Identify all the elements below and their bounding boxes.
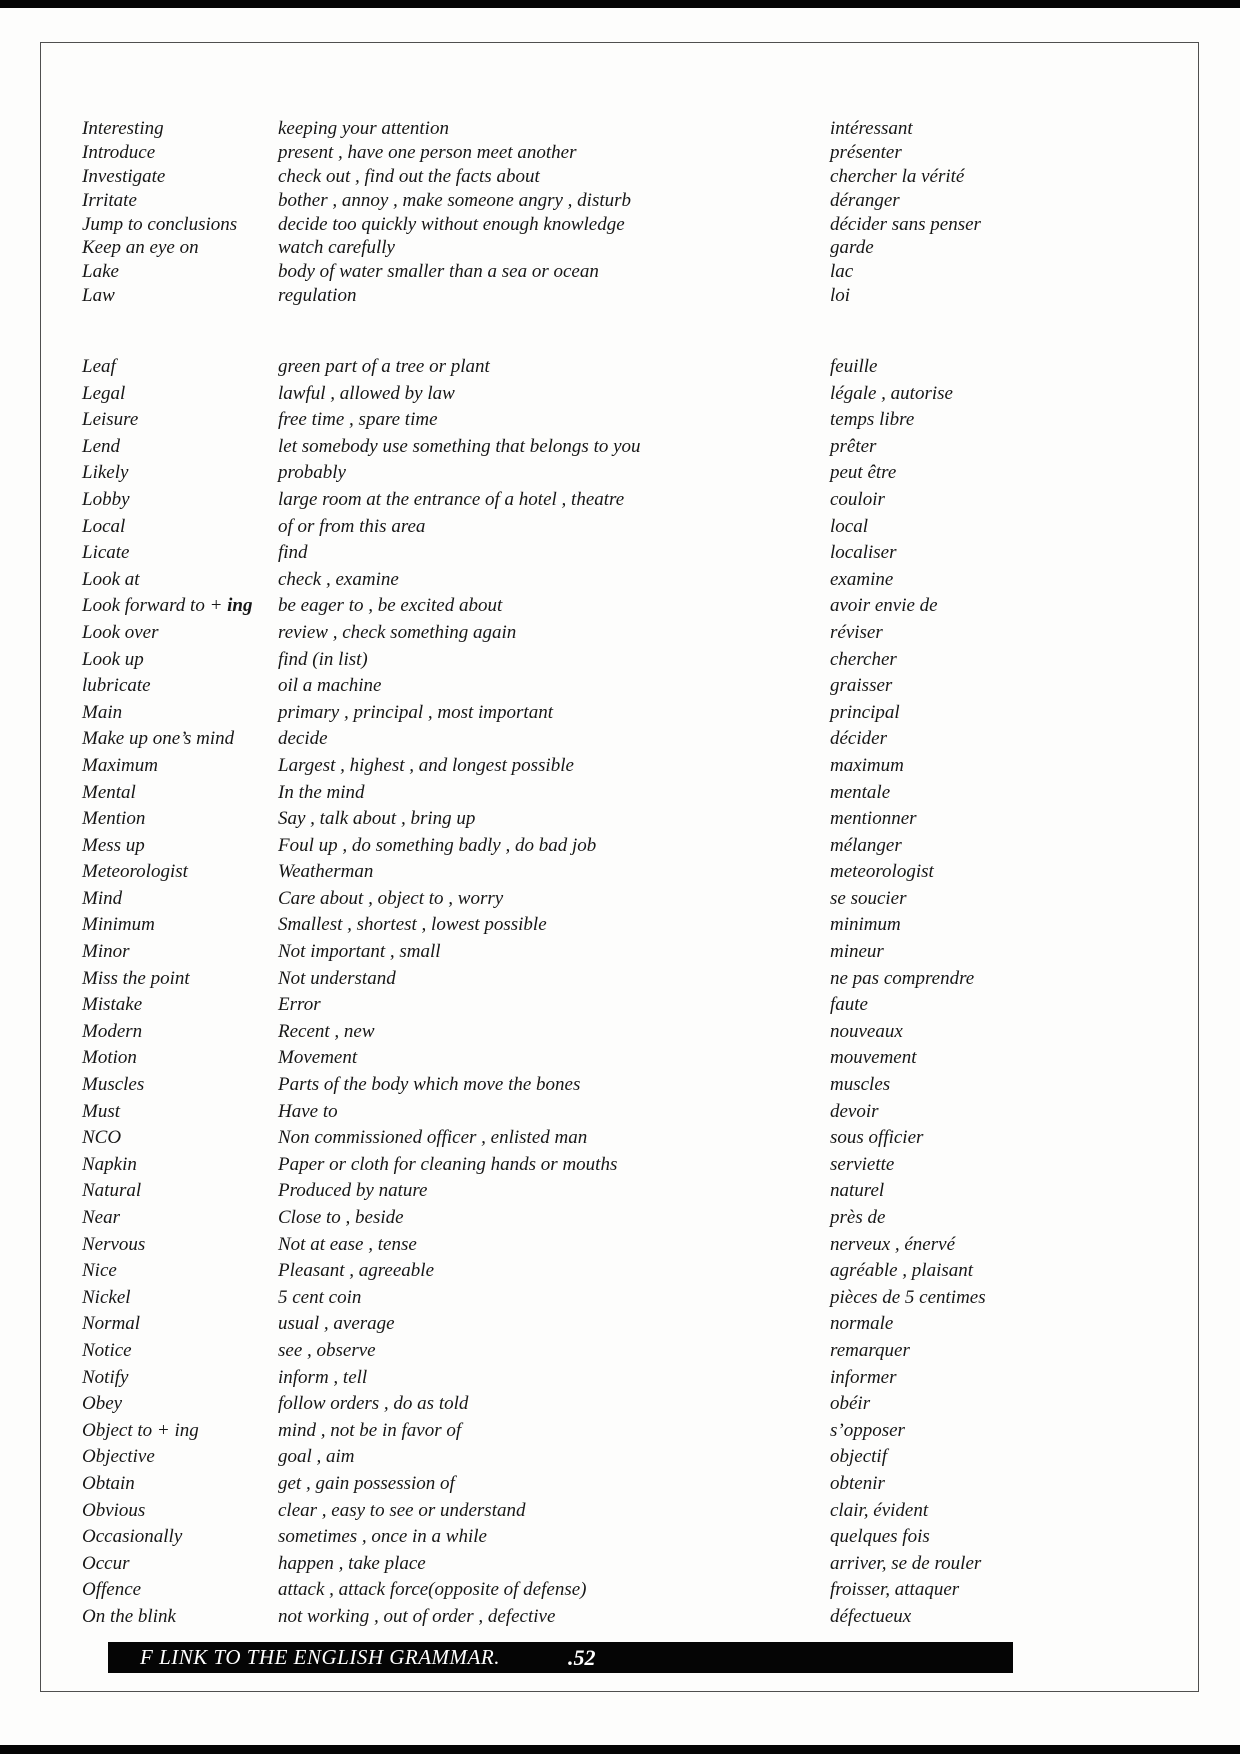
vocab-row bbox=[82, 462, 1170, 489]
word-cell: Normal bbox=[82, 1313, 141, 1335]
definition-cell: decide too quickly without enough knowledge bbox=[278, 213, 625, 235]
french-cell: localiser bbox=[830, 542, 897, 564]
definition-cell: usual , average bbox=[278, 1313, 395, 1335]
french-cell: légale , autorise bbox=[830, 382, 953, 404]
french-cell: nerveux , énervé bbox=[830, 1233, 956, 1255]
definition-cell: regulation bbox=[278, 285, 357, 307]
definition-cell: Largest , highest , and longest possible bbox=[278, 754, 574, 776]
french-cell: chercher bbox=[830, 648, 897, 670]
vocab-row bbox=[82, 436, 1170, 463]
french-cell: mouvement bbox=[830, 1047, 917, 1069]
french-cell: agréable , plaisant bbox=[830, 1260, 974, 1282]
definition-cell: decide bbox=[278, 728, 328, 750]
word-cell: Leisure bbox=[82, 409, 139, 431]
word-cell: Lake bbox=[82, 261, 119, 283]
french-cell: près de bbox=[830, 1207, 886, 1228]
french-cell: défectueux bbox=[830, 1605, 912, 1627]
vocab-row bbox=[82, 968, 1170, 995]
french-cell: local bbox=[830, 515, 868, 537]
vocab-row bbox=[82, 808, 1170, 835]
word-cell: Jump to conclusions bbox=[82, 213, 238, 235]
vocab-row bbox=[82, 1287, 1170, 1314]
french-cell: clair, évident bbox=[830, 1499, 929, 1521]
bottom-edge-bar bbox=[0, 1745, 1240, 1754]
french-cell: feuille bbox=[830, 356, 878, 377]
vocab-row bbox=[82, 941, 1170, 968]
french-cell: garde bbox=[830, 237, 874, 259]
vocab-row bbox=[82, 1207, 1170, 1234]
vocab-row bbox=[82, 1420, 1170, 1447]
word-cell: Mention bbox=[82, 808, 146, 830]
vocab-row bbox=[82, 649, 1170, 676]
vocab-row bbox=[82, 569, 1170, 596]
definition-cell: sometimes , once in a while bbox=[278, 1526, 487, 1548]
definition-cell: Parts of the body which move the bones bbox=[278, 1074, 581, 1096]
vocab-row bbox=[82, 888, 1170, 915]
word-cell: Near bbox=[82, 1207, 120, 1228]
word-cell: Look over bbox=[82, 621, 159, 643]
vocab-section-1 bbox=[82, 118, 1170, 309]
french-cell: obéir bbox=[830, 1393, 871, 1415]
french-cell: obtenir bbox=[830, 1472, 885, 1494]
word-cell: Main bbox=[82, 701, 123, 723]
french-cell: normale bbox=[830, 1313, 894, 1335]
definition-cell: probably bbox=[278, 462, 346, 484]
word-cell: Natural bbox=[82, 1180, 142, 1202]
word-cell: Make up one’s mind bbox=[82, 728, 235, 750]
definition-cell: Error bbox=[278, 994, 321, 1016]
french-cell: maximum bbox=[830, 754, 904, 776]
french-cell: réviser bbox=[830, 621, 883, 643]
definition-cell: attack , attack force(opposite of defense) bbox=[278, 1579, 587, 1601]
french-cell: mentionner bbox=[830, 808, 917, 830]
vocab-row bbox=[82, 285, 1170, 309]
french-cell: intéressant bbox=[830, 118, 913, 139]
word-cell: NCO bbox=[82, 1127, 122, 1149]
word-cell: Mess up bbox=[82, 834, 145, 856]
vocab-row bbox=[82, 1021, 1170, 1048]
footer-bar bbox=[108, 1642, 1013, 1673]
word-cell: Likely bbox=[82, 462, 129, 484]
word-cell: Irritate bbox=[82, 189, 137, 211]
word-cell: Introduce bbox=[82, 141, 156, 163]
vocab-row bbox=[82, 214, 1170, 238]
french-cell: mineur bbox=[830, 941, 884, 963]
word-cell: Investigate bbox=[82, 165, 166, 187]
word-cell: lubricate bbox=[82, 675, 151, 697]
word-cell: Mind bbox=[82, 887, 123, 909]
word-cell: Law bbox=[82, 285, 115, 307]
french-cell: couloir bbox=[830, 488, 885, 510]
word-cell: Obey bbox=[82, 1393, 123, 1415]
vocab-row bbox=[82, 702, 1170, 729]
word-cell: Interesting bbox=[82, 118, 164, 139]
vocab-row bbox=[82, 1101, 1170, 1128]
word-cell: Legal bbox=[82, 382, 126, 404]
french-cell: décider bbox=[830, 728, 887, 750]
vocab-row bbox=[82, 755, 1170, 782]
french-cell: lac bbox=[830, 261, 854, 283]
french-cell: devoir bbox=[830, 1100, 879, 1122]
word-cell: Meteorologist bbox=[82, 861, 188, 883]
word-cell: Must bbox=[82, 1100, 120, 1122]
footer-title: F LINK TO THE ENGLISH GRAMMAR. bbox=[140, 1645, 500, 1669]
definition-cell: Not important , small bbox=[278, 941, 441, 963]
definition-cell: clear , easy to see or understand bbox=[278, 1499, 526, 1521]
definition-cell: not working , out of order , defective bbox=[278, 1605, 556, 1627]
vocab-row bbox=[82, 861, 1170, 888]
french-cell: pièces de 5 centimes bbox=[830, 1286, 986, 1308]
definition-cell: Close to , beside bbox=[278, 1207, 404, 1228]
definition-cell: keeping your attention bbox=[278, 118, 449, 139]
word-cell: Nickel bbox=[82, 1286, 131, 1308]
french-cell: peut être bbox=[830, 462, 897, 484]
definition-cell: of or from this area bbox=[278, 515, 426, 537]
vocab-section-2 bbox=[82, 356, 1170, 1633]
definition-cell: Care about , object to , worry bbox=[278, 887, 504, 909]
vocab-row bbox=[82, 261, 1170, 285]
definition-cell: Foul up , do something badly , do bad job bbox=[278, 834, 597, 856]
word-cell: Lobby bbox=[82, 488, 130, 510]
french-cell: s’opposer bbox=[830, 1419, 905, 1441]
vocab-row bbox=[82, 1127, 1170, 1154]
vocab-row bbox=[82, 1047, 1170, 1074]
french-cell: remarquer bbox=[830, 1339, 910, 1361]
definition-cell: primary , principal , most important bbox=[278, 701, 553, 723]
vocab-row bbox=[82, 237, 1170, 261]
word-cell: Muscles bbox=[82, 1074, 145, 1096]
definition-cell: watch carefully bbox=[278, 237, 395, 259]
definition-cell: inform , tell bbox=[278, 1366, 368, 1388]
french-cell: serviette bbox=[830, 1153, 895, 1175]
word-cell: Local bbox=[82, 515, 126, 537]
french-cell: mentale bbox=[830, 781, 891, 803]
definition-cell: Say , talk about , bring up bbox=[278, 808, 476, 830]
vocab-row bbox=[82, 1260, 1170, 1287]
definition-cell: bother , annoy , make someone angry , disturb bbox=[278, 189, 632, 211]
word-cell: Miss the point bbox=[82, 967, 190, 989]
french-cell: prêter bbox=[830, 435, 877, 457]
page-number: .52 bbox=[568, 1644, 596, 1670]
french-cell: se soucier bbox=[830, 887, 907, 909]
vocab-row bbox=[82, 782, 1170, 809]
definition-cell: Have to bbox=[278, 1100, 338, 1122]
vocab-row bbox=[82, 1579, 1170, 1606]
word-cell: Notice bbox=[82, 1339, 132, 1361]
definition-cell: be eager to , be excited about bbox=[278, 595, 503, 617]
vocab-row bbox=[82, 489, 1170, 516]
vocab-row bbox=[82, 1340, 1170, 1367]
top-edge-bar bbox=[0, 0, 1240, 8]
definition-cell: see , observe bbox=[278, 1339, 376, 1361]
definition-cell: mind , not be in favor of bbox=[278, 1419, 462, 1441]
vocab-row bbox=[82, 1553, 1170, 1580]
vocab-row bbox=[82, 118, 1170, 142]
definition-cell: Pleasant , agreeable bbox=[278, 1260, 435, 1282]
vocab-row bbox=[82, 383, 1170, 410]
vocab-row bbox=[82, 1446, 1170, 1473]
definition-cell: Weatherman bbox=[278, 861, 374, 883]
vocab-row bbox=[82, 835, 1170, 862]
definition-cell: In the mind bbox=[278, 781, 365, 803]
definition-cell: check out , find out the facts about bbox=[278, 165, 540, 187]
french-cell: avoir envie de bbox=[830, 595, 938, 617]
definition-cell: happen , take place bbox=[278, 1552, 426, 1574]
definition-cell: get , gain possession of bbox=[278, 1472, 455, 1494]
word-cell: Look up bbox=[82, 648, 144, 670]
word-cell: Look at bbox=[82, 568, 140, 590]
french-cell: faute bbox=[830, 994, 868, 1016]
definition-cell: Not understand bbox=[278, 967, 396, 989]
word-cell: Nervous bbox=[82, 1233, 146, 1255]
definition-cell: Paper or cloth for cleaning hands or mouths bbox=[278, 1153, 618, 1175]
word-cell: Occasionally bbox=[82, 1526, 183, 1548]
word-cell: On the blink bbox=[82, 1605, 176, 1627]
word-cell: Napkin bbox=[82, 1153, 137, 1175]
definition-cell: large room at the entrance of a hotel , theatre bbox=[278, 488, 625, 510]
french-cell: naturel bbox=[830, 1180, 885, 1202]
vocab-row bbox=[82, 622, 1170, 649]
vocab-row bbox=[82, 1367, 1170, 1394]
french-cell: quelques fois bbox=[830, 1526, 930, 1548]
french-cell: muscles bbox=[830, 1074, 891, 1096]
definition-cell: check , examine bbox=[278, 568, 399, 590]
word-cell: Offence bbox=[82, 1579, 142, 1601]
definition-cell: Not at ease , tense bbox=[278, 1233, 417, 1255]
vocab-row bbox=[82, 516, 1170, 543]
french-cell: examine bbox=[830, 568, 894, 590]
definition-cell: body of water smaller than a sea or ocean bbox=[278, 261, 599, 283]
french-cell: mélanger bbox=[830, 834, 902, 856]
word-cell: Licate bbox=[82, 542, 130, 564]
french-cell: loi bbox=[830, 285, 851, 307]
definition-cell: Produced by nature bbox=[278, 1180, 428, 1202]
french-cell: présenter bbox=[830, 141, 902, 163]
french-cell: principal bbox=[830, 701, 900, 723]
french-cell: froisser, attaquer bbox=[830, 1579, 960, 1601]
word-cell: Obvious bbox=[82, 1499, 146, 1521]
french-cell: chercher la vérité bbox=[830, 165, 965, 187]
french-cell: minimum bbox=[830, 914, 901, 936]
french-cell: nouveaux bbox=[830, 1020, 903, 1042]
definition-cell: follow orders , do as told bbox=[278, 1393, 469, 1415]
word-cell: Motion bbox=[82, 1047, 137, 1069]
word-cell: Minimum bbox=[82, 914, 155, 936]
definition-cell: Non commissioned officer , enlisted man bbox=[278, 1127, 588, 1149]
word-cell: Nice bbox=[82, 1260, 117, 1282]
vocab-row bbox=[82, 542, 1170, 569]
french-cell: sous officier bbox=[830, 1127, 924, 1149]
word-cell: Object to + ing bbox=[82, 1419, 199, 1441]
french-cell: meteorologist bbox=[830, 861, 934, 883]
word-cell: Notify bbox=[82, 1366, 129, 1388]
definition-cell: oil a machine bbox=[278, 675, 382, 697]
definition-cell: find bbox=[278, 542, 308, 564]
vocab-row bbox=[82, 409, 1170, 436]
vocab-row bbox=[82, 595, 1170, 622]
word-bold-part: ing bbox=[227, 595, 253, 617]
vocab-row bbox=[82, 994, 1170, 1021]
word-cell: Leaf bbox=[82, 356, 116, 377]
word-cell: Lend bbox=[82, 435, 120, 457]
vocab-row bbox=[82, 356, 1170, 383]
vocab-row bbox=[82, 166, 1170, 190]
word-cell: Modern bbox=[82, 1020, 143, 1042]
vocab-row bbox=[82, 1606, 1170, 1633]
word-cell: Mental bbox=[82, 781, 136, 803]
french-cell: décider sans penser bbox=[830, 213, 981, 235]
french-cell: ne pas comprendre bbox=[830, 967, 975, 989]
vocab-row bbox=[82, 1526, 1170, 1553]
definition-cell: free time , spare time bbox=[278, 409, 438, 431]
vocab-row bbox=[82, 1500, 1170, 1527]
french-cell: déranger bbox=[830, 189, 900, 211]
word-cell: Obtain bbox=[82, 1472, 135, 1494]
vocab-row bbox=[82, 142, 1170, 166]
definition-cell: present , have one person meet another bbox=[278, 141, 577, 163]
vocab-row bbox=[82, 1313, 1170, 1340]
vocab-row bbox=[82, 1234, 1170, 1261]
word-cell: Minor bbox=[82, 941, 130, 963]
definition-cell: find (in list) bbox=[278, 648, 368, 670]
vocab-row bbox=[82, 1473, 1170, 1500]
vocab-row bbox=[82, 728, 1170, 755]
word-cell: Occur bbox=[82, 1552, 130, 1574]
vocab-row bbox=[82, 1393, 1170, 1420]
vocab-row bbox=[82, 1180, 1170, 1207]
french-cell: objectif bbox=[830, 1446, 887, 1468]
word-cell: Maximum bbox=[82, 754, 158, 776]
vocab-row bbox=[82, 1154, 1170, 1181]
vocab-row bbox=[82, 914, 1170, 941]
definition-cell: Recent , new bbox=[278, 1020, 375, 1042]
word-cell: Look forward to + ing bbox=[82, 595, 253, 617]
word-cell: Objective bbox=[82, 1446, 155, 1468]
definition-cell: let somebody use something that belongs to you bbox=[278, 435, 641, 457]
definition-cell: Movement bbox=[278, 1047, 358, 1069]
word-cell: Mistake bbox=[82, 994, 143, 1016]
vocab-row bbox=[82, 1074, 1170, 1101]
french-cell: temps libre bbox=[830, 409, 915, 431]
definition-cell: green part of a tree or plant bbox=[278, 356, 490, 377]
french-cell: graisser bbox=[830, 675, 893, 697]
word-cell: Keep an eye on bbox=[82, 237, 199, 259]
definition-cell: Smallest , shortest , lowest possible bbox=[278, 914, 547, 936]
french-cell: informer bbox=[830, 1366, 897, 1388]
vocab-row bbox=[82, 675, 1170, 702]
vocab-row bbox=[82, 190, 1170, 214]
definition-cell: 5 cent coin bbox=[278, 1286, 362, 1308]
definition-cell: lawful , allowed by law bbox=[278, 382, 455, 404]
french-cell: arriver, se de rouler bbox=[830, 1552, 982, 1574]
definition-cell: goal , aim bbox=[278, 1446, 355, 1468]
definition-cell: review , check something again bbox=[278, 621, 517, 643]
